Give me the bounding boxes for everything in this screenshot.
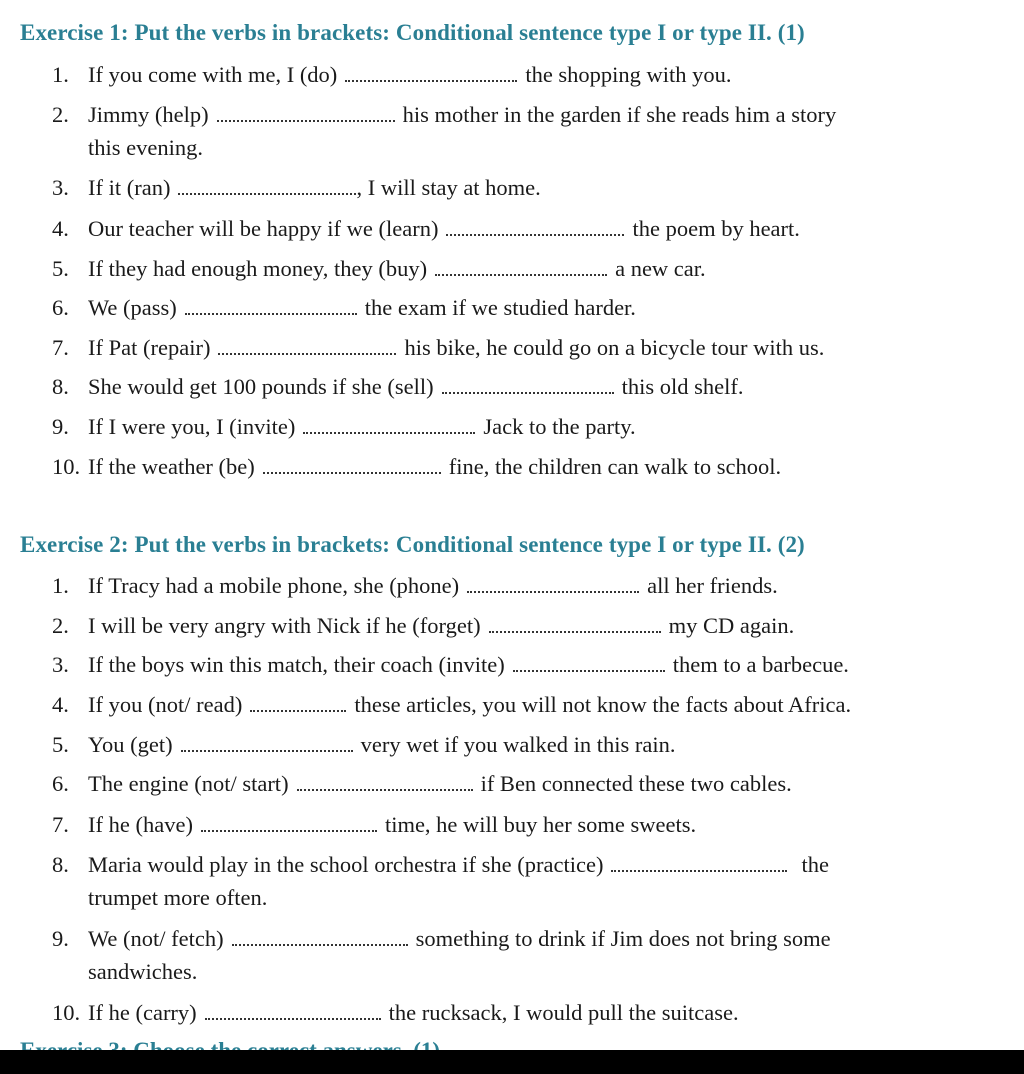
ex1-item-2 <box>52 98 972 131</box>
item-text-after: the poem by heart. <box>632 216 800 241</box>
ex2-item-2 <box>52 609 972 642</box>
item-number: 2. <box>52 613 69 638</box>
answer-blank[interactable] <box>303 428 475 434</box>
item-number: 6. <box>52 295 69 320</box>
item-text-before: If you (not/ read) <box>88 692 243 717</box>
item-text-before: If he (have) <box>88 812 193 837</box>
item-number: 4. <box>52 692 69 717</box>
ex1-item-8 <box>52 370 972 403</box>
item-text-before: If they had enough money, they (buy) <box>88 256 428 281</box>
item-number: 7. <box>52 812 69 837</box>
answer-blank[interactable] <box>345 76 517 82</box>
item-text-before: If Pat (repair) <box>88 335 211 360</box>
item-text-after: very wet if you walked in this rain. <box>360 732 676 757</box>
item-number: 1. <box>52 573 69 598</box>
item-number: 5. <box>52 732 69 757</box>
ex2-item-8 <box>52 848 972 881</box>
item-text-after: if Ben connected these two cables. <box>480 771 792 796</box>
ex1-item-1 <box>52 58 972 91</box>
item-text-after: the exam if we studied harder. <box>364 295 636 320</box>
ex2-item-10 <box>52 996 972 1029</box>
item-text-before: Our teacher will be happy if we (learn) <box>88 216 439 241</box>
item-number: 5. <box>52 256 69 281</box>
answer-blank[interactable] <box>297 785 473 791</box>
item-number: 8. <box>52 374 69 399</box>
item-text-before: She would get 100 pounds if she (sell) <box>88 374 434 399</box>
answer-blank[interactable] <box>205 1014 381 1020</box>
ex1-item-7 <box>52 331 972 364</box>
item-text-before: If the weather (be) <box>88 454 255 479</box>
item-number: 3. <box>52 652 69 677</box>
item-text-before: If it (ran) <box>88 175 171 200</box>
answer-blank[interactable] <box>435 270 607 276</box>
item-text-before: We (pass) <box>88 295 177 320</box>
item-text-after: a new car. <box>615 256 706 281</box>
item-text-after: my CD again. <box>668 613 795 638</box>
item-text-after: time, he will buy her some sweets. <box>384 812 697 837</box>
ex1-item-5 <box>52 252 972 285</box>
ex2-item-1 <box>52 569 972 602</box>
item-text-before: We (not/ fetch) <box>88 926 224 951</box>
ex2-item-6 <box>52 767 972 800</box>
answer-blank[interactable] <box>250 706 346 712</box>
item-number: 10. <box>52 1000 81 1025</box>
bottom-black-bar <box>0 1050 1024 1074</box>
answer-blank[interactable] <box>178 189 356 195</box>
item-number: 9. <box>52 926 69 951</box>
item-text-before: You (get) <box>88 732 173 757</box>
answer-blank[interactable] <box>217 116 395 122</box>
item-text-before: Jimmy (help) <box>88 102 209 127</box>
answer-blank[interactable] <box>611 866 787 872</box>
item-number: 7. <box>52 335 69 360</box>
ex1-item-4 <box>52 212 972 245</box>
item-text-after: them to a barbecue. <box>672 652 849 677</box>
answer-blank[interactable] <box>467 587 639 593</box>
answer-blank[interactable] <box>218 349 396 355</box>
answer-blank[interactable] <box>201 826 377 832</box>
ex1-item-2-continuation: this evening. <box>88 135 203 160</box>
item-number: 2. <box>52 102 69 127</box>
item-number: 1. <box>52 62 69 87</box>
item-number: 8. <box>52 852 69 877</box>
ex1-item-6 <box>52 291 972 324</box>
answer-blank[interactable] <box>442 388 614 394</box>
answer-blank[interactable] <box>489 627 661 633</box>
item-number: 9. <box>52 414 69 439</box>
ex2-item-9-continuation: sandwiches. <box>88 959 198 984</box>
exercise-1-title: Exercise 1: Put the verbs in brackets: Conditional sentence type I or type II. (1) <box>20 20 805 45</box>
item-text-after: fine, the children can walk to school. <box>448 454 782 479</box>
item-number: 4. <box>52 216 69 241</box>
item-text-after: the <box>801 852 829 877</box>
item-text-before: If Tracy had a mobile phone, she (phone) <box>88 573 460 598</box>
ex2-item-8-continuation: trumpet more often. <box>88 885 268 910</box>
ex2-item-3 <box>52 648 972 681</box>
answer-blank[interactable] <box>185 309 357 315</box>
item-text-after: the rucksack, I would pull the suitcase. <box>388 1000 739 1025</box>
item-text-before: Maria would play in the school orchestra if she (practice) <box>88 852 604 877</box>
item-text-after: something to drink if Jim does not bring some <box>415 926 831 951</box>
ex1-item-3 <box>52 171 972 204</box>
item-text-after: his mother in the garden if she reads him a story <box>402 102 837 127</box>
item-text-before: If you come with me, I (do) <box>88 62 338 87</box>
item-text-before: The engine (not/ start) <box>88 771 289 796</box>
answer-blank[interactable] <box>513 666 665 672</box>
item-text-after: his bike, he could go on a bicycle tour with us. <box>404 335 825 360</box>
item-text-after: this old shelf. <box>621 374 744 399</box>
ex2-item-9 <box>52 922 972 955</box>
item-number: 3. <box>52 175 69 200</box>
item-text-after: these articles, you will not know the facts about Africa. <box>354 692 852 717</box>
ex2-item-7 <box>52 808 972 841</box>
item-text-before: If I were you, I (invite) <box>88 414 296 439</box>
item-text-before: I will be very angry with Nick if he (forget) <box>88 613 481 638</box>
item-text-after: all her friends. <box>647 573 778 598</box>
exercise-2-title: Exercise 2: Put the verbs in brackets: Conditional sentence type I or type II. (2) <box>20 532 805 557</box>
item-text-before: If he (carry) <box>88 1000 197 1025</box>
ex2-item-5 <box>52 728 972 761</box>
item-text-after: , I will stay at home. <box>356 175 541 200</box>
item-text-after: Jack to the party. <box>483 414 636 439</box>
answer-blank[interactable] <box>181 746 353 752</box>
answer-blank[interactable] <box>446 230 624 236</box>
ex2-item-4 <box>52 688 972 721</box>
item-number: 10. <box>52 454 81 479</box>
item-number: 6. <box>52 771 69 796</box>
item-text-before: If the boys win this match, their coach (invite) <box>88 652 505 677</box>
answer-blank[interactable] <box>232 940 408 946</box>
item-text-after: the shopping with you. <box>525 62 732 87</box>
ex1-item-9 <box>52 410 972 443</box>
answer-blank[interactable] <box>263 468 441 474</box>
ex1-item-10 <box>52 450 972 483</box>
